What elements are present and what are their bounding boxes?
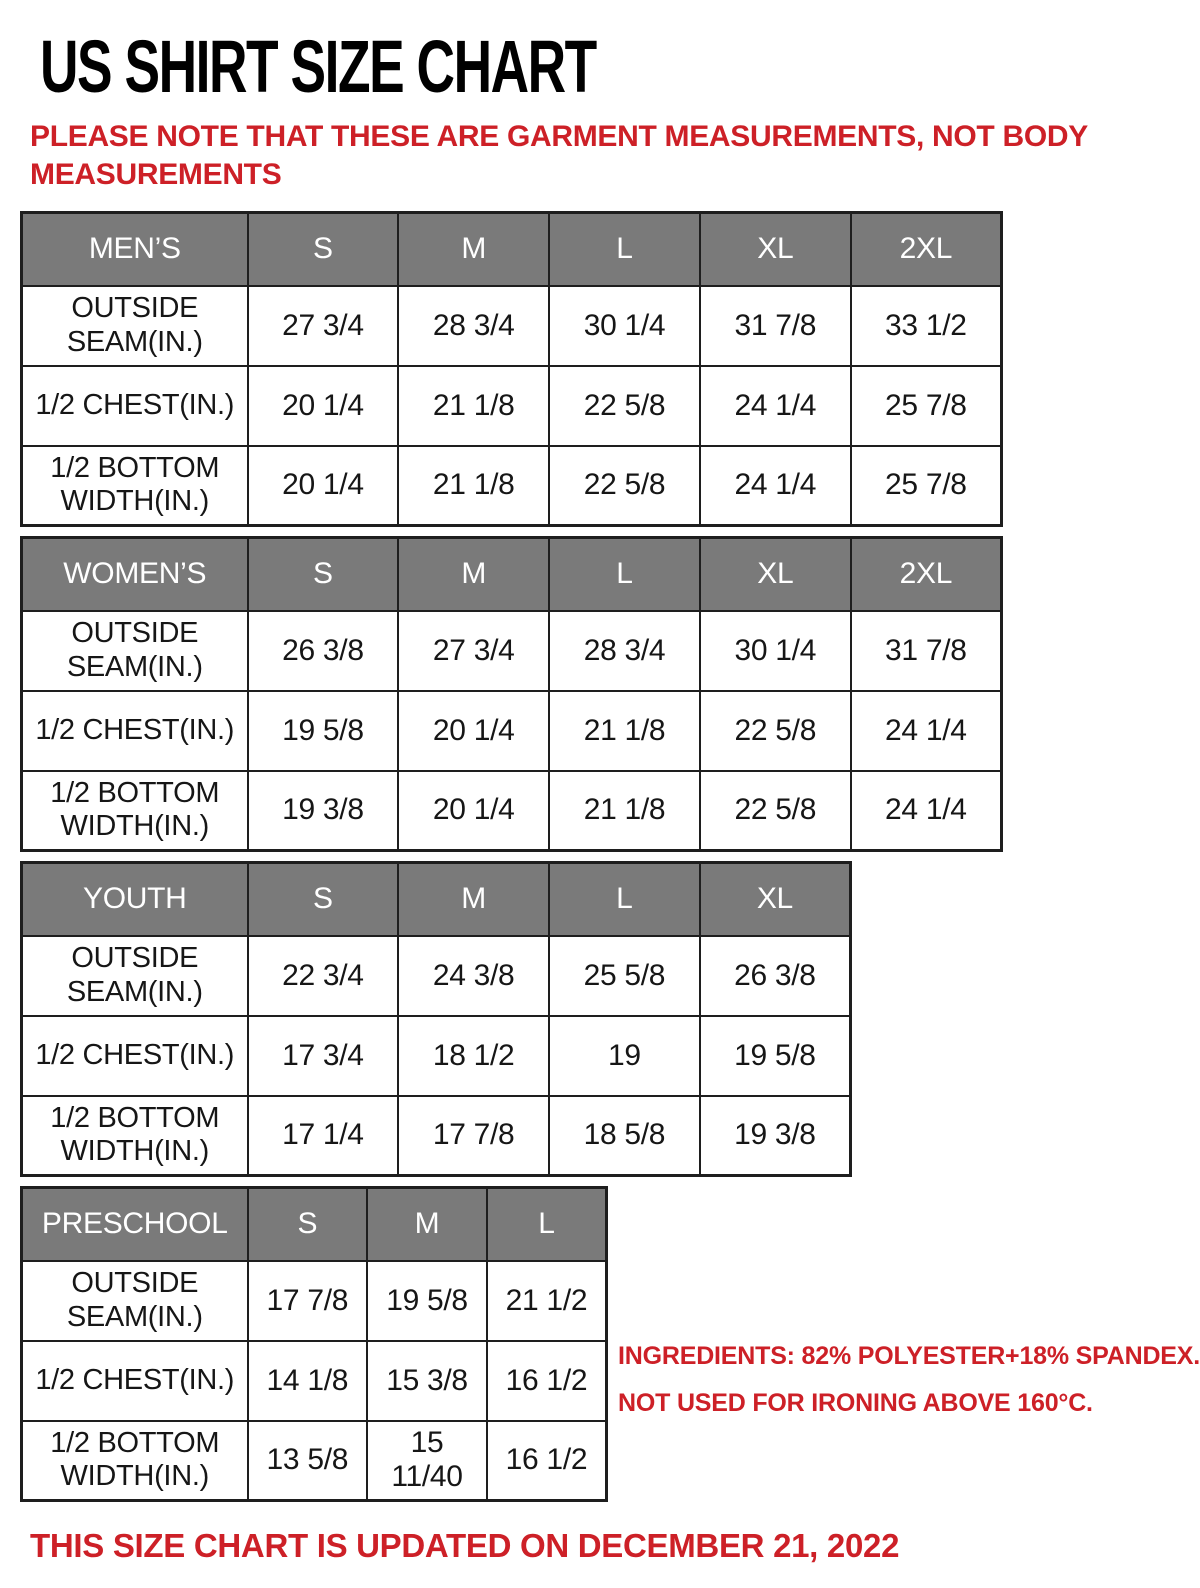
size-value-cell: 22 5/8 — [549, 366, 700, 446]
header-row — [22, 538, 1002, 611]
size-header-cell: L — [487, 1188, 607, 1261]
size-value-cell: 19 — [549, 1016, 700, 1096]
size-value-cell: 17 1/4 — [248, 1096, 399, 1176]
size-value-cell: 21 1/8 — [549, 771, 700, 851]
size-value-cell: 21 1/8 — [398, 366, 549, 446]
size-value-cell: 20 1/4 — [398, 691, 549, 771]
size-value-cell: 24 1/4 — [700, 366, 851, 446]
size-header-cell: XL — [700, 538, 851, 611]
size-value-cell: 25 7/8 — [851, 366, 1002, 446]
table-row — [22, 1261, 607, 1341]
ingredients-line1: INGREDIENTS: 82% POLYESTER+18% SPANDEX. — [618, 1342, 1200, 1370]
size-tables — [20, 211, 1200, 1511]
row-label-cell: 1/2 CHEST(IN.) — [22, 366, 248, 446]
size-value-cell: 25 5/8 — [549, 936, 700, 1016]
table-row — [22, 691, 1002, 771]
group-header-cell: MEN’S — [22, 213, 248, 286]
size-value-cell: 27 3/4 — [248, 286, 399, 366]
size-value-cell: 15 11/40 — [367, 1421, 487, 1501]
size-value-cell: 24 3/8 — [398, 936, 549, 1016]
group-header-cell: YOUTH — [22, 863, 248, 936]
size-value-cell: 21 1/8 — [549, 691, 700, 771]
size-header-cell: S — [248, 863, 399, 936]
table-row — [22, 771, 1002, 851]
preschool-section — [20, 1186, 1200, 1511]
row-label-cell: 1/2 CHEST(IN.) — [22, 1016, 248, 1096]
womens-size-table — [20, 536, 1003, 852]
size-value-cell: 13 5/8 — [248, 1421, 368, 1501]
size-value-cell: 19 5/8 — [700, 1016, 851, 1096]
table-row — [22, 936, 851, 1016]
size-value-cell: 15 3/8 — [367, 1341, 487, 1421]
size-value-cell: 14 1/8 — [248, 1341, 368, 1421]
size-value-cell: 16 1/2 — [487, 1341, 607, 1421]
group-header-cell: WOMEN’S — [22, 538, 248, 611]
size-value-cell: 19 5/8 — [367, 1261, 487, 1341]
size-header-cell: XL — [700, 213, 851, 286]
size-header-cell: L — [549, 538, 700, 611]
size-value-cell: 26 3/8 — [700, 936, 851, 1016]
size-header-cell: S — [248, 213, 399, 286]
garment-measurement-note: PLEASE NOTE THAT THESE ARE GARMENT MEASUREMENTS, NOT BODY MEASUREMENTS — [30, 120, 1088, 191]
size-value-cell: 28 3/4 — [398, 286, 549, 366]
table-row — [22, 446, 1002, 526]
size-value-cell: 22 3/4 — [248, 936, 399, 1016]
size-value-cell: 17 3/4 — [248, 1016, 399, 1096]
size-value-cell: 24 1/4 — [851, 691, 1002, 771]
size-value-cell: 25 7/8 — [851, 446, 1002, 526]
youth-size-table — [20, 861, 852, 1177]
ingredients-line2: NOT USED FOR IRONING ABOVE 160°C. — [618, 1389, 1093, 1417]
size-header-cell: L — [549, 863, 700, 936]
table-row — [22, 1096, 851, 1176]
group-header-cell: PRESCHOOL — [22, 1188, 248, 1261]
size-value-cell: 24 1/4 — [851, 771, 1002, 851]
size-value-cell: 18 5/8 — [549, 1096, 700, 1176]
preschool-size-table — [20, 1186, 608, 1502]
size-value-cell: 17 7/8 — [248, 1261, 368, 1341]
size-value-cell: 19 5/8 — [248, 691, 399, 771]
row-label-cell: OUTSIDE SEAM(IN.) — [22, 611, 248, 691]
size-value-cell: 21 1/2 — [487, 1261, 607, 1341]
header-row — [22, 1188, 607, 1261]
table-row — [22, 366, 1002, 446]
size-value-cell: 21 1/8 — [398, 446, 549, 526]
size-value-cell: 22 5/8 — [700, 771, 851, 851]
size-value-cell: 22 5/8 — [700, 691, 851, 771]
size-header-cell: S — [248, 1188, 368, 1261]
row-label-cell: 1/2 BOTTOM WIDTH(IN.) — [22, 1421, 248, 1501]
size-header-cell: 2XL — [851, 213, 1002, 286]
size-value-cell: 18 1/2 — [398, 1016, 549, 1096]
size-value-cell: 19 3/8 — [700, 1096, 851, 1176]
size-value-cell: 33 1/2 — [851, 286, 1002, 366]
size-value-cell: 30 1/4 — [549, 286, 700, 366]
size-header-cell: XL — [700, 863, 851, 936]
row-label-cell: OUTSIDE SEAM(IN.) — [22, 1261, 248, 1341]
row-label-cell: OUTSIDE SEAM(IN.) — [22, 286, 248, 366]
size-value-cell: 20 1/4 — [398, 771, 549, 851]
size-value-cell: 27 3/4 — [398, 611, 549, 691]
size-value-cell: 16 1/2 — [487, 1421, 607, 1501]
size-value-cell: 17 7/8 — [398, 1096, 549, 1176]
size-value-cell: 24 1/4 — [700, 446, 851, 526]
size-header-cell: M — [398, 863, 549, 936]
size-value-cell: 31 7/8 — [851, 611, 1002, 691]
row-label-cell: 1/2 BOTTOM WIDTH(IN.) — [22, 446, 248, 526]
size-header-cell: M — [398, 213, 549, 286]
mens-size-table — [20, 211, 1003, 527]
size-value-cell: 30 1/4 — [700, 611, 851, 691]
ingredients-note — [618, 1344, 1200, 1438]
row-label-cell: OUTSIDE SEAM(IN.) — [22, 936, 248, 1016]
page-title: US SHIRT SIZE CHART — [40, 25, 596, 108]
table-row — [22, 1421, 607, 1501]
table-row — [22, 286, 1002, 366]
size-header-cell: S — [248, 538, 399, 611]
size-value-cell: 28 3/4 — [549, 611, 700, 691]
size-value-cell: 19 3/8 — [248, 771, 399, 851]
size-value-cell: 20 1/4 — [248, 366, 399, 446]
size-header-cell: M — [367, 1188, 487, 1261]
size-header-cell: 2XL — [851, 538, 1002, 611]
size-value-cell: 22 5/8 — [549, 446, 700, 526]
row-label-cell: 1/2 BOTTOM WIDTH(IN.) — [22, 771, 248, 851]
header-row — [22, 863, 851, 936]
header-row — [22, 213, 1002, 286]
size-header-cell: L — [549, 213, 700, 286]
row-label-cell: 1/2 CHEST(IN.) — [22, 1341, 248, 1421]
row-label-cell: 1/2 CHEST(IN.) — [22, 691, 248, 771]
updated-date-note: THIS SIZE CHART IS UPDATED ON DECEMBER 21, 2022 — [30, 1527, 900, 1564]
table-row — [22, 1016, 851, 1096]
size-value-cell: 31 7/8 — [700, 286, 851, 366]
row-label-cell: 1/2 BOTTOM WIDTH(IN.) — [22, 1096, 248, 1176]
size-header-cell: M — [398, 538, 549, 611]
size-value-cell: 26 3/8 — [248, 611, 399, 691]
table-row — [22, 1341, 607, 1421]
table-row — [22, 611, 1002, 691]
size-value-cell: 20 1/4 — [248, 446, 399, 526]
